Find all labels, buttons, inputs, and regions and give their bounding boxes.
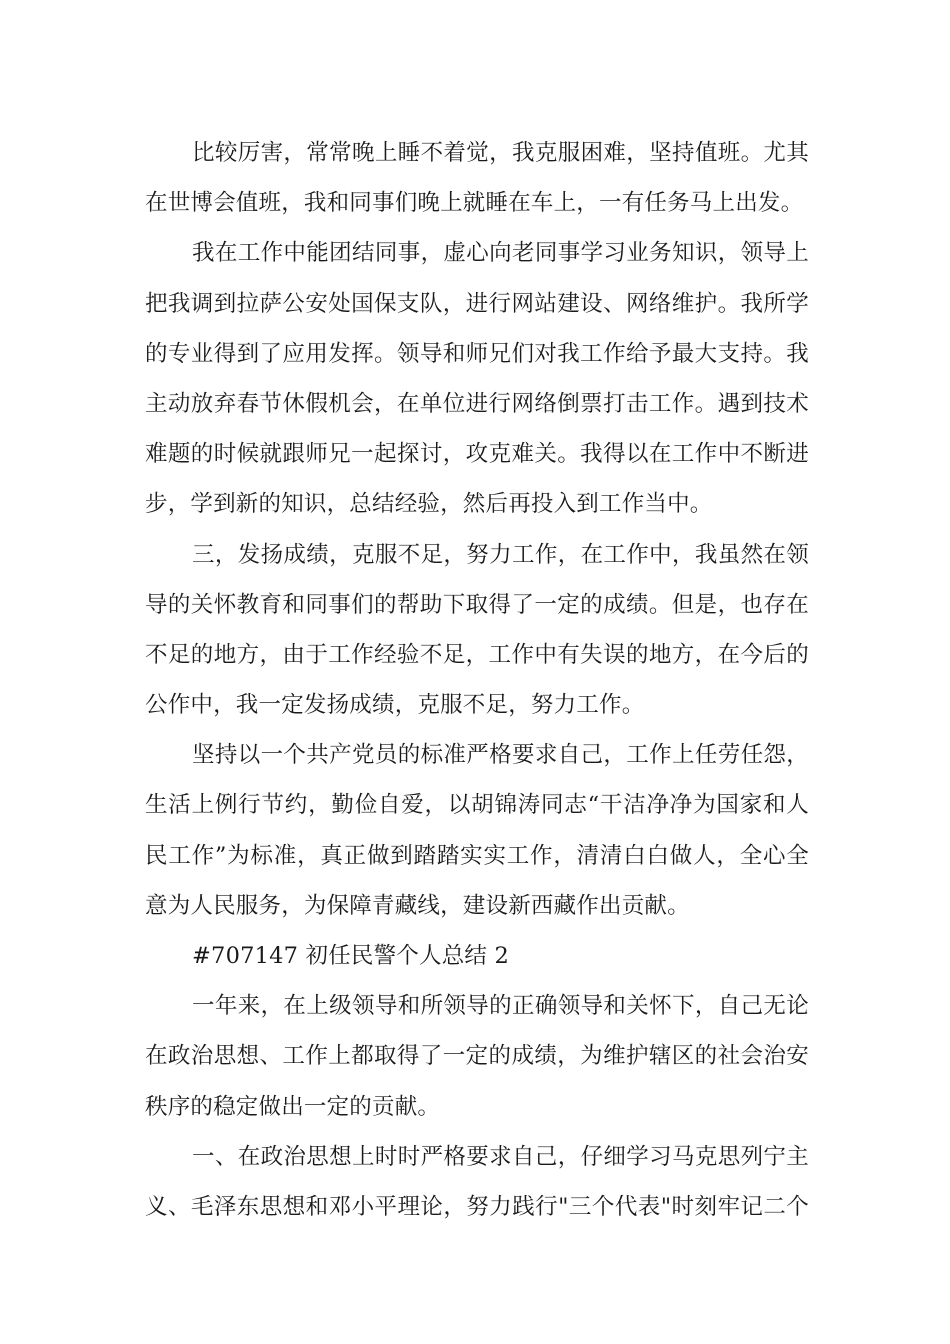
paragraph-2 [145, 228, 809, 529]
text-line: 把我调到拉萨公安处国保支队，进行网站建设、网络维护。我所学 [145, 290, 809, 317]
section-heading [145, 931, 809, 981]
text-line: 生活上例行节约，勤俭自爱，以胡锦涛同志“干洁净净为国家和人 [145, 792, 809, 819]
text-line: 一年来，在上级领导和所领导的正确领导和关怀下，自己无论 [192, 993, 809, 1020]
heading-line: #707147 初任民警个人总结 2 [192, 943, 509, 969]
text-line: 秩序的稳定做出一定的贡献。 [145, 1093, 441, 1120]
text-line: 三，发扬成绩，克服不足，努力工作，在工作中，我虽然在领 [192, 541, 809, 568]
text-line: 导的关怀教育和同事们的帮助下取得了一定的成绩。但是，也存在 [145, 591, 809, 618]
text-line: 在政治思想、工作上都取得了一定的成绩，为维护辖区的社会治安 [145, 1043, 809, 1070]
text-line: 坚持以一个共产党员的标准严格要求自己，工作上任劳任怨， [192, 742, 809, 769]
text-line: 我在工作中能团结同事，虚心向老同事学习业务知识，领导上 [192, 240, 809, 267]
document-body [145, 128, 809, 1232]
paragraph-5 [145, 981, 809, 1132]
text-line: 难题的时候就跟师兄一起探讨，攻克难关。我得以在工作中不断进 [145, 441, 809, 468]
text-line: 步，学到新的知识，总结经验，然后再投入到工作当中。 [145, 491, 713, 518]
paragraph-1 [145, 128, 809, 228]
text-line: 一、在政治思想上时时严格要求自己，仔细学习马克思列宁主 [192, 1143, 809, 1170]
text-line: 公作中，我一定发扬成绩，克服不足，努力工作。 [145, 692, 645, 719]
text-line: 意为人民服务，为保障青藏线，建设新西藏作出贡献。 [145, 892, 690, 919]
text-line: 不足的地方，由于工作经验不足，工作中有失误的地方，在今后的 [145, 641, 809, 668]
text-line: 的专业得到了应用发挥。领导和师兄们对我工作给予最大支持。我 [145, 340, 809, 367]
paragraph-4 [145, 730, 809, 931]
paragraph-3 [145, 530, 809, 731]
paragraph-6 [145, 1132, 809, 1232]
text-line: 在世博会值班，我和同事们晚上就睡在车上，一有任务马上出发。 [145, 190, 804, 217]
text-line: 主动放弃春节休假机会，在单位进行网络倒票打击工作。遇到技术 [145, 390, 809, 417]
text-line: 民工作”为标准，真正做到踏踏实实工作，清清白白做人，全心全 [145, 842, 809, 869]
text-line: 义、毛泽东思想和邓小平理论，努力践行"三个代表"时刻牢记二个 [145, 1193, 809, 1220]
text-line: 比较厉害，常常晚上睡不着觉，我克服困难，坚持值班。尤其 [192, 140, 809, 166]
